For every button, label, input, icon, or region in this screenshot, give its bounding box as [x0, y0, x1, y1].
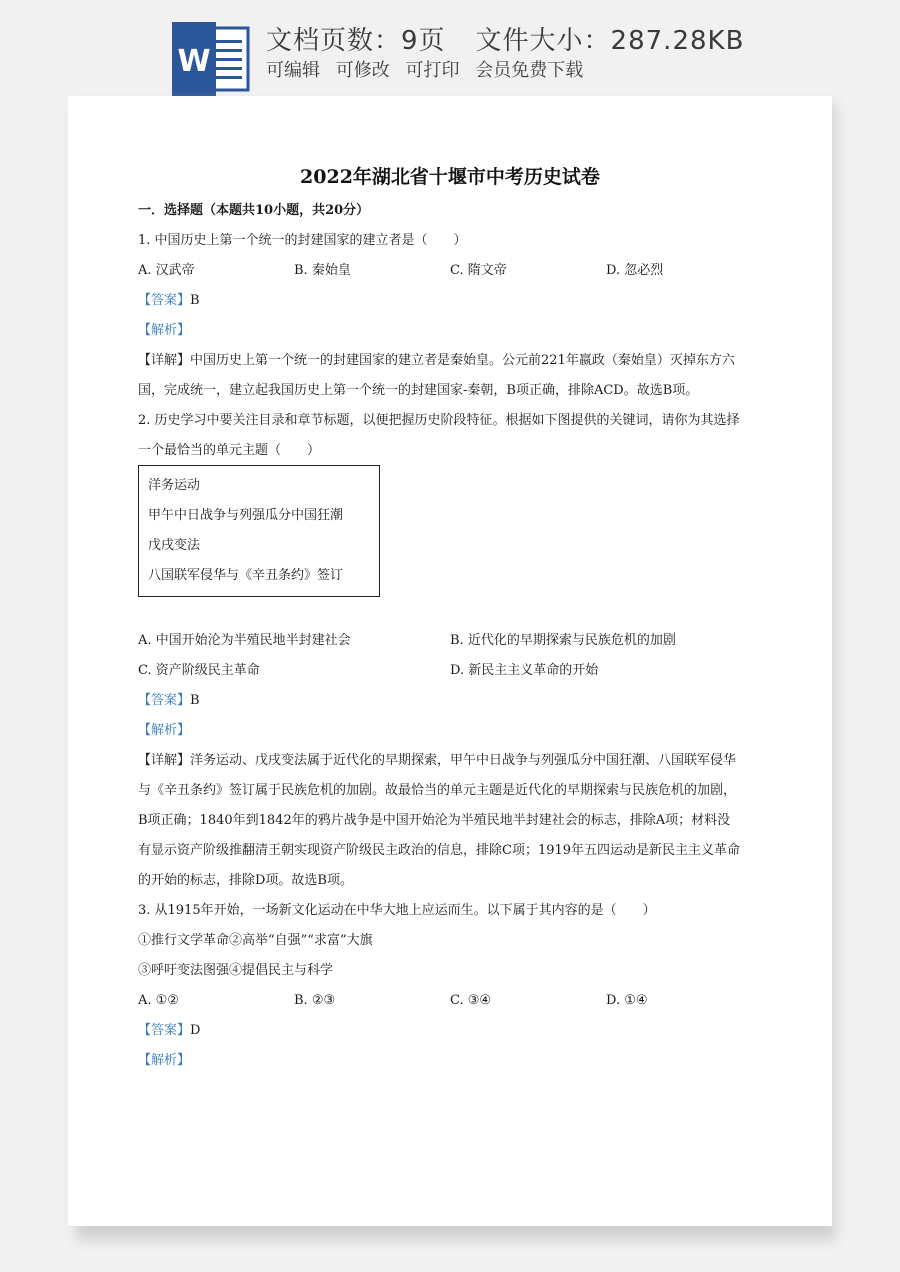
q1-detail-line-1 — [138, 352, 735, 370]
detail-tag: 【详解】 — [138, 353, 191, 368]
answer-tag: 【答案】 — [138, 1023, 191, 1038]
answer-tag: 【答案】 — [138, 693, 191, 708]
q3-items-line-1: ①推行文学革命②高举“自强”“求富”大旗 — [138, 933, 373, 948]
document-title: 2022年湖北省十堰市中考历史试卷 — [300, 166, 600, 188]
section-heading: 一．选择题（本题共10小题，共20分） — [138, 203, 370, 218]
detail-text: 洋务运动、戊戌变法属于近代化的早期探索，甲午中日战争与列强瓜分中国狂潮、八国联军侵华 — [190, 753, 737, 768]
answer-value: D — [190, 1023, 201, 1038]
q2-detail-line-1 — [138, 752, 736, 770]
keyword-item: 戊戌变法 — [148, 538, 201, 553]
q1-answer — [138, 292, 200, 310]
feature-printable: 可打印 — [405, 60, 460, 81]
answer-value: B — [190, 693, 200, 708]
detail-text: 中国历史上第一个统一的封建国家的建立者是秦始皇。公元前221年嬴政（秦始皇）灭掉东方六 — [190, 353, 735, 368]
detail-tag: 【详解】 — [138, 753, 191, 768]
q2-analysis-tag: 【解析】 — [138, 723, 191, 738]
q3-analysis-tag: 【解析】 — [138, 1053, 191, 1068]
q1-option-c: C. 隋文帝 — [450, 263, 507, 278]
question-2-stem-line-1: 2. 历史学习中要关注目录和章节标题，以便把握历史阶段特征。根据如下图提供的关键词，请你为其选择 — [138, 413, 740, 428]
word-document-icon — [170, 22, 252, 96]
q1-option-b: B. 秦始皇 — [294, 263, 351, 278]
keyword-item: 八国联军侵华与《辛丑条约》签订 — [148, 568, 344, 583]
feature-member-download: 会员免费下载 — [475, 60, 584, 81]
q2-option-c: C. 资产阶级民主革命 — [138, 663, 260, 678]
q2-detail-line-5: 的开始的标志，排除D项。故选B项。 — [138, 873, 353, 888]
file-size: 文件大小：287.28KB — [475, 26, 745, 56]
q3-option-a: A. ①② — [138, 993, 179, 1008]
answer-tag: 【答案】 — [138, 293, 191, 308]
q2-answer — [138, 692, 200, 710]
question-2-stem-line-2: 一个最恰当的单元主题（ ） — [138, 443, 321, 458]
q2-option-a: A. 中国开始沦为半殖民地半封建社会 — [138, 633, 351, 648]
q3-option-d: D. ①④ — [606, 993, 648, 1008]
feature-list — [266, 56, 593, 82]
q2-detail-line-2: 与《辛丑条约》签订属于民族危机的加剧。故最恰当的单元主题是近代化的早期探索与民族危机的加剧， — [138, 783, 737, 798]
q1-option-d: D. 忽必烈 — [606, 263, 664, 278]
keyword-box — [138, 465, 380, 597]
word-logo-letter: W — [177, 44, 211, 79]
q2-option-d: D. 新民主主义革命的开始 — [450, 663, 599, 678]
q1-detail-line-2: 国，完成统一，建立起我国历史上第一个统一的封建国家-秦朝，B项正确，排除ACD。故选B项。 — [138, 383, 699, 398]
q1-option-a: A. 汉武帝 — [138, 263, 195, 278]
q2-detail-line-4: 有显示资产阶级推翻清王朝实现资产阶级民主政治的信息，排除C项；1919年五四运动是新民主主义革命 — [138, 843, 741, 858]
answer-value: B — [190, 293, 200, 308]
q3-option-b: B. ②③ — [294, 993, 336, 1008]
keyword-item: 洋务运动 — [148, 478, 201, 493]
q1-analysis-tag: 【解析】 — [138, 323, 191, 338]
document-page — [68, 96, 832, 1226]
q2-option-b: B. 近代化的早期探索与民族危机的加剧 — [450, 633, 676, 648]
question-1-stem: 1. 中国历史上第一个统一的封建国家的建立者是（ ） — [138, 233, 467, 248]
q3-items-line-2: ③呼吁变法图强④提倡民主与科学 — [138, 963, 334, 978]
keyword-item: 甲午中日战争与列强瓜分中国狂潮 — [148, 508, 344, 523]
question-3-stem: 3. 从1915年开始，一场新文化运动在中华大地上应运而生。以下属于其内容的是（ ） — [138, 903, 656, 918]
document-info-header — [0, 0, 900, 96]
feature-modifiable: 可修改 — [335, 60, 390, 81]
feature-editable: 可编辑 — [266, 60, 320, 81]
q2-detail-line-3: B项正确；1840年到1842年的鸦片战争是中国开始沦为半殖民地半封建社会的标志，排除A项；材料没 — [138, 813, 731, 828]
page-count: 文档页数：9页 — [266, 26, 446, 56]
q3-answer — [138, 1022, 200, 1040]
q3-option-c: C. ③④ — [450, 993, 492, 1008]
file-meta-line — [266, 20, 744, 57]
